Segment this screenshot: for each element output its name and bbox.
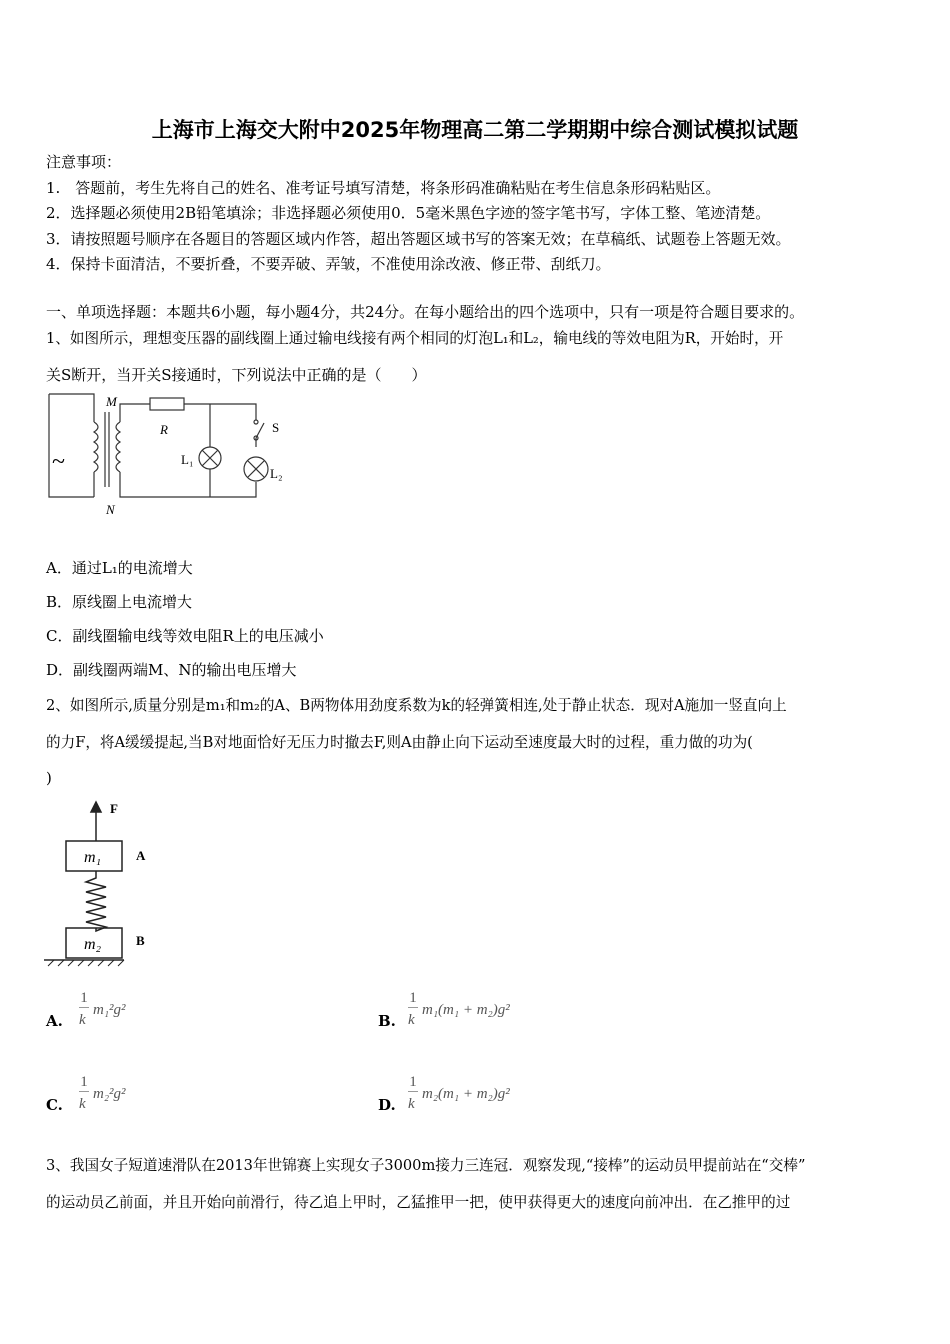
label-l2: L₂ [270, 466, 283, 481]
label-a: A [136, 848, 146, 863]
notice-item: 3．请按照题号顺序在各题目的答题区域内作答，超出答题区域书写的答案无效；在草稿纸、试题卷上答题无效。 [46, 230, 791, 248]
option-c-label: C. [46, 1096, 63, 1114]
option-a: A．通过L₁的电流增大 [46, 559, 193, 577]
transformer-circuit-diagram [44, 392, 304, 520]
notice-item: 1. 答题前，考生先将自己的姓名、准考证号填写清楚，将条形码准确粘贴在考生信息条形码粘贴区。 [46, 179, 721, 197]
option-b-label: B. [378, 1012, 396, 1030]
spring-blocks-diagram [44, 798, 174, 970]
label-b: B [136, 933, 145, 948]
question-1-text: 1、如图所示，理想变压器的副线圈上通过输电线接有两个相同的灯泡L₁和L₂，输电线的等效电阻为R，开始时，开 [46, 330, 784, 347]
option-b: B．原线圈上电流增大 [46, 593, 193, 611]
label-m1: m₁ [84, 849, 102, 866]
option-a-label: A. [46, 1012, 63, 1030]
label-m2: m₂ [84, 936, 102, 953]
label-n: N [106, 502, 115, 517]
question-2-text: ) [46, 769, 52, 787]
question-3-text: 3、我国女子短道速滑队在2013年世锦赛上实现女子3000m接力三连冠．观察发现,“接棒”的运动员甲提前站在“交棒” [46, 1157, 806, 1174]
label-r: R [160, 422, 168, 437]
label-f: F [110, 801, 118, 816]
option-c: C．副线圈输电线等效电阻R上的电压减小 [46, 627, 324, 645]
ac-source-icon: ~ [52, 449, 65, 475]
exam-page: 上海市上海交大附中2025年物理高二第二学期期中综合测试模拟试题 注意事项： 1. 答题前，考生先将自己的姓名、准考证号填写清楚，将条形码准确粘贴在考生信息条形码粘贴区。 2．选择题必须使用2B铅笔填涂；非选择题必须使用0．5毫米黑色字迹的签字笔书写，字体工整、笔迹清楚。 3．请按照题号顺序在各题目的答题区域内作答，超出答题区域书写的答案无效；在草稿纸、试题卷上答题无效。 4．保持卡面清洁，不要折叠，不要弄破、弄皱，不准使用涂改液、修正带、刮纸刀。 一、单项选择题：本题共6小题，每小题4分，共24分。在每小题给出的四个选项中，只有一项是符合题目要求的。 1、如图所示，理想变压器的副线圈上通过输电线接有两个相同的灯泡L₁和L₂，输电线的等效电阻为R，开始时，开 关S断开，当开关S接通时，下列说法中正确的是（ ） M N R S L₁ L₂ ~ A．通过L₁的电流增大 B．原线圈上电流增大 C．副线圈输电线等效电阻R上的电压减小 D．副线圈两端M、N的输出电压增大 2、如图所示,质量分别是m₁和m₂的A、B两物体用劲度系数为k的轻弹簧相连,处于静止状态．现对A施加一竖直向上 的力F，将A缓缓提起,当B对地面恰好无压力时撤去F,则A由静止向下运动至速度最大时的过程，重力做的功为( ) F A B m₁ m₂ A. 1 k m₁²g² B. 1 k m₁(m₁ + m₂)g² C. 1 k m₂²g² D. 1 k m₂(m₁ + m₂)g² 3、我国女子短道速滑队在2013年世锦赛上实现女子3000m接力三连冠．观察发现,“接棒”的运动员甲提前站在“交棒” 的运动员乙前面，并且开始向前滑行，待乙追上甲时，乙猛推甲一把，使甲获得更大的速度向前冲出．在乙推甲的过 [0, 0, 950, 1344]
option-d-label: D. [378, 1096, 396, 1114]
page-title: 上海市上海交大附中2025年物理高二第二学期期中综合测试模拟试题 [151, 118, 799, 142]
question-2-text: 的力F，将A缓缓提起,当B对地面恰好无压力时撤去F,则A由静止向下运动至速度最大时的过程，重力做的功为( [46, 734, 753, 751]
notice-item: 4．保持卡面清洁，不要折叠，不要弄破、弄皱，不准使用涂改液、修正带、刮纸刀。 [46, 255, 611, 273]
label-m: M [106, 394, 117, 409]
option-d: D．副线圈两端M、N的输出电压增大 [46, 661, 297, 679]
label-l1: L₁ [181, 452, 194, 467]
notice-heading: 注意事项： [46, 153, 122, 171]
label-s: S [272, 420, 280, 435]
question-1-text: 关S断开，当开关S接通时，下列说法中正确的是（ ） [46, 366, 427, 384]
question-3-text: 的运动员乙前面，并且开始向前滑行，待乙追上甲时，乙猛推甲一把，使甲获得更大的速度向前冲出．在乙推甲的过 [46, 1194, 791, 1211]
section-heading: 一、单项选择题：本题共6小题，每小题4分，共24分。在每小题给出的四个选项中，只有一项是符合题目要求的。 [46, 303, 805, 321]
notice-item: 2．选择题必须使用2B铅笔填涂；非选择题必须使用0．5毫米黑色字迹的签字笔书写，字体工整、笔迹清楚。 [46, 204, 771, 222]
question-2-text: 2、如图所示,质量分别是m₁和m₂的A、B两物体用劲度系数为k的轻弹簧相连,处于静止状态．现对A施加一竖直向上 [46, 697, 787, 714]
